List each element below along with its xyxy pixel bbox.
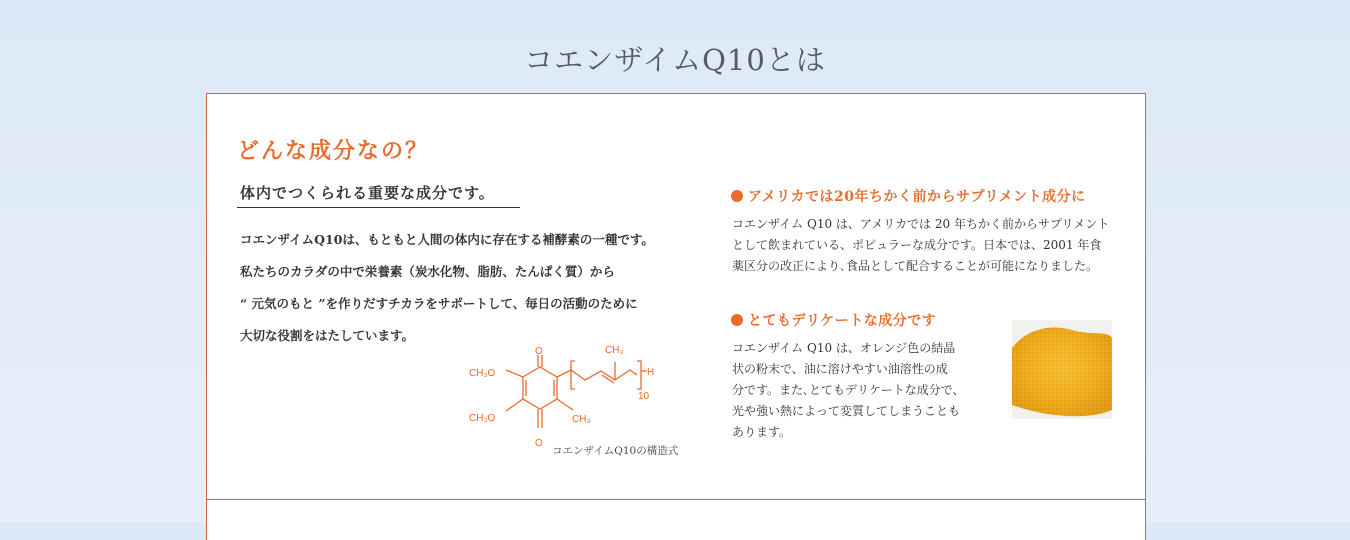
delicate-line: 分です。また､とてもデリケートな成分で、 [732,383,965,397]
subheading: 体内でつくられる重要な成分です。 [237,182,520,208]
delicate-heading [731,310,936,330]
delicate-line: コエンザイム Q10 は、オレンジ色の結晶 [732,341,956,355]
next-card [206,499,1146,540]
formula-label-o-top: O [535,346,543,357]
bullet-dot-icon [731,314,743,326]
america-line: 薬区分の改正により､食品として配合することが可能になりました。 [732,259,1099,273]
america-text [732,214,1117,277]
powder-icon [1012,320,1112,419]
delicate-heading-text: とてもデリケートな成分です [748,313,937,329]
info-card [206,93,1146,500]
formula-label-h: H [647,367,655,378]
body-text [240,224,700,352]
delicate-line: 光や強い熱によって変質してしまうことも [732,404,961,418]
america-heading [731,186,1086,206]
formula-label-n: 10 [638,391,650,402]
body-line: “ 元気のもと ”を作りだすチカラをサポートして、毎日の活動のために [240,296,638,311]
structural-formula [465,344,695,459]
delicate-text [732,338,982,443]
formula-caption: コエンザイムQ10の構造式 [552,445,679,457]
bullet-dot-icon [731,190,743,202]
delicate-line: あります。 [732,425,792,439]
formula-label-ch3o-bottom: CH₃O [469,413,496,424]
formula-label-ch3o-top: CH₃O [469,368,496,379]
body-line: コエンザイムQ10は、もともと人間の体内に存在する補酵素の一種です。 [240,232,654,247]
formula-label-ch3-chain: CH₃ [605,345,624,356]
delicate-line: 状の粉末で、油に溶けやすい油溶性の成 [732,362,948,376]
section-heading: どんな成分なの？ [237,138,430,164]
america-line: コエンザイム Q10 は、アメリカでは 20 年ちかく前からサプリメント [732,217,1110,231]
body-line: 大切な役割をはたしています。 [240,328,415,343]
america-heading-text: アメリカでは20年ちかく前からサプリメント成分に [748,189,1086,205]
formula-label-o-bottom: O [535,438,543,449]
page-title: コエンザイムQ10とは [524,43,826,77]
body-line: 私たちのカラダの中で栄養素（炭水化物、脂肪、たんぱく質）から [240,264,615,279]
america-line: として飲まれている、ポピュラーな成分です。日本では、2001 年食 [732,238,1102,252]
orange-powder-image [1012,320,1112,419]
formula-label-ch3-ring: CH₃ [572,414,591,425]
